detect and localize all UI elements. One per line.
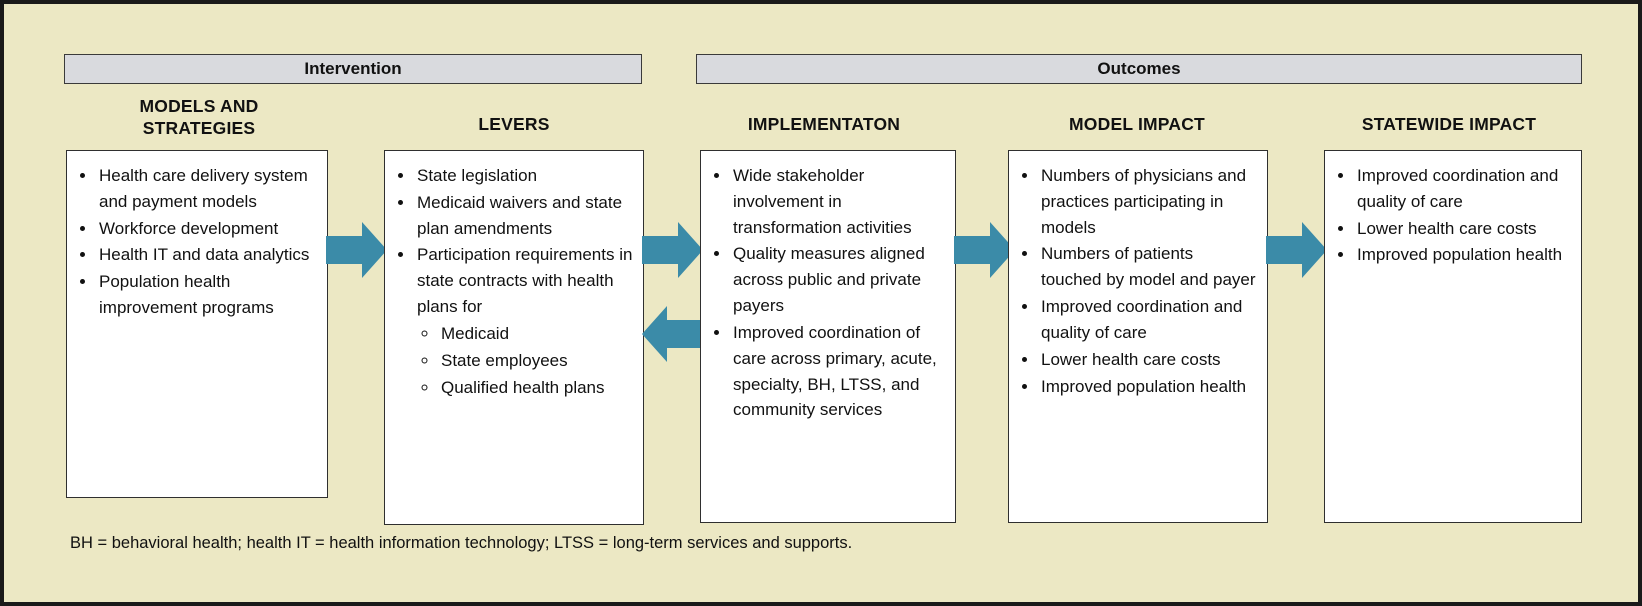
- arrow-right-strategies-to-levers: [326, 220, 388, 280]
- arrow-left-implementation-to-levers: [642, 304, 704, 364]
- list-item: • Wide stakeholder involvement in transformation activities: [731, 163, 945, 240]
- list-item: • Workforce development: [97, 216, 317, 242]
- column-title-models-and-strategies-line2: STRATEGIES: [142, 117, 256, 138]
- list-item: • Lower health care costs: [1355, 216, 1571, 242]
- list-item: • Improved population health: [1355, 242, 1571, 268]
- column-title-implementation-line1: IMPLEMENTATON: [747, 114, 901, 134]
- list-item: • Health care delivery system and payment models: [97, 163, 317, 215]
- band-outcomes: [696, 54, 1582, 84]
- sub-list-item: ◦ State employees: [439, 348, 633, 374]
- box-levers: [384, 150, 644, 525]
- list-item: • State legislation: [415, 163, 633, 189]
- column-title-levers: [384, 114, 644, 136]
- column-title-models-and-strategies-line1: MODELS AND: [139, 96, 259, 116]
- list-item: • Improved coordination and quality of care: [1355, 163, 1571, 215]
- sub-list-item: ◦ Qualified health plans: [439, 375, 633, 401]
- footnote: BH = behavioral health; health IT = health information technology; LTSS = long-term services and supports.: [70, 534, 853, 552]
- column-title-model-impact-line1: MODEL IMPACT: [1069, 114, 1205, 134]
- sublist-levers: [417, 321, 633, 400]
- list-item: • Quality measures aligned across public and private payers: [731, 241, 945, 318]
- list-implementation: [701, 151, 955, 434]
- band-intervention: [64, 54, 642, 84]
- column-title-model-impact: [1004, 114, 1270, 136]
- box-statewide-impact: [1324, 150, 1582, 523]
- box-model-impact: [1008, 150, 1268, 523]
- list-item: • Improved population health: [1039, 374, 1257, 400]
- arrow-right-implementation-to-model-impact: [954, 220, 1016, 280]
- list-item: • Lower health care costs: [1039, 347, 1257, 373]
- arrow-right-levers-to-implementation: [642, 220, 704, 280]
- column-title-statewide-impact-line1: STATEWIDE IMPACT: [1361, 114, 1537, 134]
- box-models-and-strategies: [66, 150, 328, 498]
- list-item: • Health IT and data analytics: [97, 242, 317, 268]
- list-item-text: Participation requirements in state contracts with health plans for: [417, 245, 633, 317]
- list-item: [415, 242, 633, 400]
- list-item: • Numbers of patients touched by model and payer: [1039, 241, 1257, 293]
- list-item: • Population health improvement programs: [97, 269, 317, 321]
- sub-list-item: ◦ Medicaid: [439, 321, 633, 347]
- list-models-and-strategies: [67, 151, 327, 332]
- list-item: • Improved coordination and quality of care: [1039, 294, 1257, 346]
- arrow-right-model-impact-to-statewide-impact: [1266, 220, 1328, 280]
- list-item: • Numbers of physicians and practices participating in models: [1039, 163, 1257, 240]
- column-title-models-and-strategies: [64, 96, 334, 140]
- column-title-statewide-impact: [1316, 114, 1582, 136]
- column-title-implementation: [694, 114, 954, 136]
- band-intervention-label: Intervention: [304, 59, 402, 78]
- list-levers: [385, 151, 643, 411]
- band-outcomes-label: Outcomes: [1097, 59, 1181, 78]
- box-implementation: [700, 150, 956, 523]
- list-model-impact: [1009, 151, 1267, 410]
- list-item: • Medicaid waivers and state plan amendments: [415, 190, 633, 242]
- list-statewide-impact: [1325, 151, 1581, 279]
- list-item: • Improved coordination of care across primary, acute, specialty, BH, LTSS, and community services: [731, 320, 945, 423]
- column-title-levers-line1: LEVERS: [478, 114, 550, 134]
